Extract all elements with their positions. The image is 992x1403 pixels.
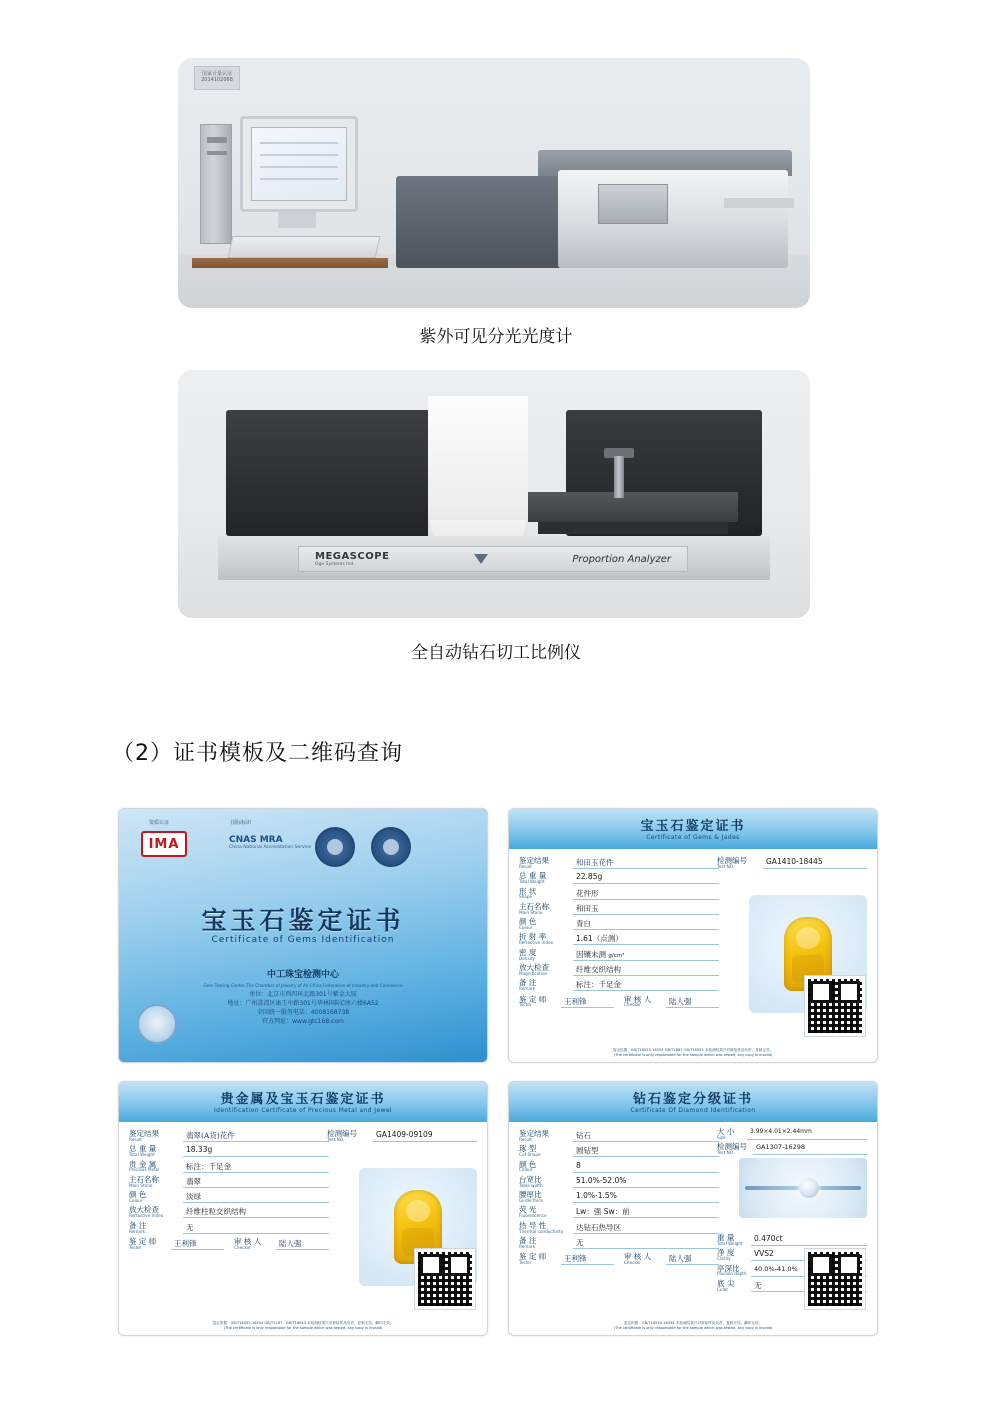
field-label-en: Table width [519, 1182, 543, 1188]
field-label [717, 1143, 753, 1155]
footnote-cn: 鉴定依据：GB/T16552-16554 GB/T1187，GB/T18043 本检测结果只对被检样品负责，复制无效。翻印无效。 [212, 1321, 394, 1326]
field-label-cn: 鉴 定 师 [519, 994, 547, 1004]
field-label [717, 1280, 751, 1292]
field-row [129, 1130, 329, 1142]
field-label-cn: 贵 金 属 [129, 1159, 157, 1169]
field-value: 陆人强 [666, 1253, 719, 1265]
field-label [519, 996, 561, 1008]
field-label-en: Checker [234, 1244, 252, 1250]
field-value: 18.33g [183, 1145, 329, 1157]
field-label-cn: 琢 型 [519, 1144, 537, 1154]
cover-hotline: 全国统一服务电话：4008168738 [256, 1009, 350, 1017]
field-value: GA1307-16298 [753, 1143, 867, 1155]
field-value: 达钻石热导区 [573, 1222, 719, 1234]
field-row [519, 888, 719, 900]
field-label-cn: 鉴定结果 [129, 1129, 159, 1138]
cover-address-2: 地址：广州荔湾区康王中路301号华林国际C座六楼6A52 [227, 999, 379, 1007]
field-label [717, 1234, 751, 1246]
certificate-footnote [519, 1048, 867, 1058]
field-label-cn: 备 注 [519, 1235, 537, 1245]
sample-compartment-hatch [598, 184, 668, 224]
monitor-stand [278, 212, 316, 228]
field-value: 标注：千足金 [573, 979, 719, 991]
field-label [519, 949, 573, 961]
field-value: 无 [573, 1237, 719, 1249]
field-label-cn: 鉴定结果 [519, 1129, 549, 1138]
field-value: 51.0%-52.0% [573, 1176, 719, 1188]
field-label-en: Checker [624, 1002, 642, 1008]
field-row [519, 872, 719, 884]
cover-title: 宝玉石鉴定证书 [201, 906, 405, 935]
field-row [519, 996, 614, 1008]
field-label-en: Colour [519, 925, 533, 930]
certificate-body [509, 849, 877, 1062]
field-value: VVS2 [751, 1249, 867, 1261]
field-value: 王利锋 [561, 1253, 614, 1265]
field-label [519, 979, 573, 991]
field-label [129, 1238, 171, 1250]
cnas-mark [229, 835, 311, 850]
model-name: Proportion Analyzer [572, 553, 671, 565]
diamond-stone-image [799, 1178, 819, 1198]
field-label-cn: 放大检查 [129, 1205, 159, 1215]
screen-line [260, 178, 338, 180]
field-label-cn: 备 注 [129, 1220, 147, 1230]
field-row [519, 1176, 719, 1188]
field-value: Lw：强 Sw：前 [573, 1206, 719, 1218]
certificate-body [509, 1122, 877, 1335]
field-value: 翡翠(A货)花件 [183, 1130, 329, 1142]
field-label [129, 1222, 183, 1234]
cover-org: 中工珠宝检测中心 [266, 970, 339, 980]
field-value-unit: g/cm³ [608, 952, 625, 959]
instrument-nameplate [724, 198, 794, 208]
field-label [519, 1222, 573, 1234]
field-label-en: Main Stone [519, 909, 543, 915]
certification-badge: 国家计量认证 2014102068 [194, 66, 240, 90]
field-row [717, 1143, 867, 1155]
brand-name: MEGASCOPE [315, 551, 390, 562]
certificate-diamond [508, 1081, 878, 1336]
field-label-cn: 总 重 量 [519, 871, 547, 881]
field-value: 标注：千足金 [183, 1161, 329, 1173]
field-label-cn: 腰厚比 [519, 1190, 542, 1200]
field-value: 和田玉花件 [573, 857, 719, 869]
field-label [717, 1265, 751, 1277]
field-label [519, 964, 573, 976]
photo-diamond-cut-proportion-analyzer [178, 370, 810, 618]
computer-tower [200, 124, 232, 244]
field-label [129, 1161, 183, 1173]
field-label-cn: 荧 光 [519, 1205, 537, 1215]
field-label [624, 996, 666, 1008]
field-row [129, 1176, 329, 1188]
certificate-footnote [129, 1321, 477, 1331]
field-label-cn: 检测编号 [327, 1129, 357, 1138]
field-label-cn: 主石名称 [129, 1174, 159, 1184]
certificate-header [509, 1082, 877, 1122]
cnas-subtext: China National Accreditation Service [229, 845, 312, 850]
cover-org-en: Gem Testing Center,The Chamber of Jewelry of All-China Federation of Industry and Commerce [203, 983, 403, 988]
field-label-cn: 净 度 [717, 1248, 735, 1258]
field-label [717, 857, 763, 869]
field-label [717, 1128, 747, 1140]
footnote-cn: 鉴定依据：GB/T16553-16554 GB/T1887 GB/T16552 本检测结果只对被检样品负责，复制无效。 [612, 1048, 774, 1053]
field-label-en: Thermal conductivity [519, 1228, 564, 1234]
label-qualification: 资质认证 [149, 820, 170, 826]
field-label-en: Precious Metal [129, 1167, 160, 1173]
field-row [519, 1145, 719, 1157]
field-value: 无 [183, 1222, 329, 1234]
monitor-screen [251, 127, 347, 201]
field-label [129, 1191, 183, 1203]
field-label [519, 1130, 573, 1142]
field-label-en: Girdle thick [519, 1198, 543, 1203]
field-value: GA1410-18445 [763, 857, 867, 869]
cnas-text: CNAS MRA [229, 835, 283, 845]
field-row [519, 857, 719, 869]
brand-block [315, 551, 389, 567]
field-label [129, 1206, 183, 1218]
field-value: 花件形 [573, 888, 719, 900]
field-label-cn: 亭深比 [717, 1263, 740, 1273]
field-label-en: Cut Shape [519, 1152, 541, 1158]
sample-stage [528, 492, 738, 522]
field-value: 纤维柱粒交织结构 [183, 1206, 329, 1218]
field-value: 1.61（点测） [573, 933, 719, 945]
field-label-en: Fluorescence [519, 1213, 547, 1219]
field-label-cn: 热 导 性 [519, 1220, 547, 1230]
field-label [519, 1145, 573, 1157]
right-field-column [717, 1128, 867, 1159]
field-label-cn: 形 状 [519, 886, 537, 896]
instrument-body-right [558, 170, 788, 268]
field-label [624, 1253, 666, 1265]
official-seal-secondary-icon [371, 827, 411, 867]
photo-uv-vis-spectrophotometer [178, 58, 810, 308]
field-label-en: Test NO. [717, 863, 735, 869]
field-value: 青白 [573, 918, 719, 930]
certificate-title-en: Certificate Of Diamond Identification [630, 1107, 756, 1114]
photo-caption-1: 紫外可见分光光度计 [419, 327, 573, 347]
field-label-cn: 审 核 人 [624, 1252, 652, 1262]
cover-address-1: 单位：北京市西四环北路301号紫金大厦 [249, 990, 357, 998]
field-row [519, 1206, 719, 1218]
field-label [519, 1237, 573, 1249]
certificate-gallery [118, 808, 878, 1348]
field-label-en: Total Weight [519, 879, 545, 885]
field-label [519, 1191, 573, 1203]
field-label [717, 1249, 751, 1261]
field-value: 圆钻型 [573, 1145, 719, 1157]
field-label-en: Total Weight [717, 1240, 743, 1246]
ma-mark: IMA [141, 831, 187, 857]
screen-line [260, 142, 338, 144]
field-value: 22.85g [573, 872, 719, 884]
field-row [519, 1253, 614, 1265]
field-row [624, 996, 719, 1008]
field-label-cn: 备 注 [519, 978, 537, 988]
field-label-en: Remark [129, 1228, 146, 1234]
field-label [519, 857, 573, 869]
footnote-en: (The certificate is only responsible for the sample which was tested, any copy is invalid) [613, 1053, 773, 1058]
field-row [717, 1128, 867, 1140]
field-label-en: Density [519, 955, 535, 961]
signature-row [519, 1253, 719, 1265]
field-row [519, 949, 719, 961]
cover-website: 官方网址：www.gtc168.com [262, 1018, 344, 1026]
field-label-en: Result [519, 863, 532, 869]
field-label-cn: 折 射 率 [519, 932, 547, 942]
field-label-en: Colour [519, 1167, 533, 1173]
field-value [573, 949, 719, 961]
crt-monitor [240, 116, 358, 212]
field-label-en: Pavilion depth [717, 1271, 747, 1277]
field-label-en: Result [519, 1136, 532, 1142]
field-value-text: 因镶未测 [576, 949, 606, 959]
field-row [129, 1222, 329, 1234]
field-label-cn: 密 度 [519, 947, 537, 957]
field-label [519, 1253, 561, 1265]
certificate-cover [118, 808, 488, 1063]
field-row-test-no [327, 1130, 477, 1142]
field-row [519, 918, 719, 930]
field-label-en: Test NO. [327, 1136, 345, 1142]
field-row [519, 903, 719, 915]
qr-code[interactable] [805, 976, 865, 1036]
field-label-en: Tester [129, 1244, 142, 1250]
field-label [327, 1130, 373, 1142]
field-row [519, 1191, 719, 1203]
field-label [519, 1206, 573, 1218]
field-value: 无 [751, 1280, 867, 1292]
keyboard [228, 236, 381, 258]
diamond-icon [474, 554, 488, 564]
field-label [519, 933, 573, 945]
certificate-footnote [519, 1321, 867, 1331]
certificate-title: 贵金属及宝玉石鉴定证书 [220, 1092, 386, 1107]
certificate-body [119, 1122, 487, 1335]
field-value: 陆人强 [276, 1238, 329, 1250]
field-label-en: Clarity [717, 1256, 731, 1262]
field-label-en: Culet [717, 1286, 728, 1292]
field-label-en: Test NO. [717, 1150, 735, 1156]
field-value: 0.470ct [751, 1234, 867, 1246]
section-heading: （2）证书模板及二维码查询 [112, 741, 403, 766]
field-label-en: Refractive Index [519, 940, 554, 946]
sample-stage-rail [538, 522, 728, 534]
field-label-en: Total Weight [129, 1152, 155, 1158]
field-label-cn: 台宽比 [519, 1174, 542, 1184]
field-label-cn: 颜 色 [519, 1159, 537, 1169]
field-row [519, 1130, 719, 1142]
field-value: 3.99×4.01×2.44mm [747, 1128, 867, 1140]
field-row [717, 1234, 867, 1246]
field-row [519, 1222, 719, 1234]
field-row [519, 1237, 719, 1249]
field-label [129, 1130, 183, 1142]
diamond-specimen-photo [739, 1158, 867, 1218]
field-label-cn: 颜 色 [129, 1190, 147, 1200]
label-international: 国际标识 [231, 820, 252, 826]
footnote-cn: 鉴定依据：GB/T16553-16554 本检测结果只对被检样品负责，复制无效。翻印无效。 [623, 1321, 763, 1326]
field-label [519, 1161, 573, 1173]
field-label-cn: 颜 色 [519, 917, 537, 927]
field-label-en: Size [717, 1134, 726, 1140]
field-row [129, 1238, 224, 1250]
field-label-en: Remark [519, 986, 536, 992]
field-label-cn: 审 核 人 [234, 1236, 262, 1246]
field-value: 40.0%-41.0% [751, 1265, 867, 1277]
field-value: 王利锋 [171, 1238, 224, 1250]
official-seal-icon [315, 827, 355, 867]
field-label-cn: 总 重 量 [129, 1144, 157, 1154]
field-label-en: Tester [519, 1260, 532, 1266]
field-label [519, 872, 573, 884]
screen-line [260, 154, 338, 156]
field-label-cn: 检测编号 [717, 856, 747, 865]
certificate-title: 宝玉石鉴定证书 [640, 819, 746, 834]
field-value: 淡绿 [183, 1191, 329, 1203]
signature-row [129, 1238, 329, 1250]
field-label-en: Refractive Index [129, 1213, 164, 1219]
drive-slot [207, 137, 227, 143]
field-label-en: Magnification [519, 970, 548, 976]
field-value: 8 [573, 1161, 719, 1173]
field-value: 陆人强 [666, 996, 719, 1008]
field-label [519, 1176, 573, 1188]
field-row [129, 1161, 329, 1173]
field-label-cn: 鉴 定 师 [519, 1252, 547, 1262]
certificate-header [119, 1082, 487, 1122]
field-label-en: Result [129, 1136, 142, 1142]
certificate-title-en: Certificate of Gems & Jades [646, 834, 740, 841]
field-label [519, 903, 573, 915]
field-row [129, 1191, 329, 1203]
field-row-test-no [717, 857, 867, 869]
photo-caption-2: 全自动钻石切工比例仪 [411, 643, 581, 663]
certificate-title: 钻石鉴定分级证书 [632, 1092, 753, 1107]
field-label-cn: 主石名称 [519, 901, 549, 911]
field-row [519, 933, 719, 945]
footnote-en: (The certificate is only responsible for the sample which was tested, any copy is invalid) [613, 1326, 773, 1331]
signature-row [519, 996, 719, 1008]
field-value: GA1409-09109 [373, 1130, 477, 1142]
analyzer-left-housing [226, 410, 446, 536]
sample-holder-post [614, 456, 624, 498]
field-label-en: Checker [624, 1260, 642, 1266]
certificate-precious-metal [118, 1081, 488, 1336]
field-value: 1.0%-1.5% [573, 1191, 719, 1203]
drive-slot-secondary [207, 151, 227, 155]
field-label-cn: 鉴定结果 [519, 856, 549, 865]
qr-code[interactable] [415, 1249, 475, 1309]
field-label-en: Shape [519, 894, 533, 900]
field-label-en: Colour [129, 1198, 143, 1203]
analyzer-nameplate [298, 546, 688, 572]
desk-edge [192, 258, 388, 268]
certificate-gems-jades [508, 808, 878, 1063]
field-label [519, 888, 573, 900]
brand-subtitle: Oge Systems Ind. [315, 562, 355, 567]
field-label-en: Main Stone [129, 1182, 153, 1188]
field-label-cn: 重 量 [717, 1233, 735, 1242]
field-value: 钻石 [573, 1130, 719, 1142]
qr-code[interactable] [805, 1249, 865, 1309]
field-row [129, 1206, 329, 1218]
field-label [519, 918, 573, 930]
field-row [129, 1145, 329, 1157]
screen-line [260, 166, 338, 168]
field-label [129, 1176, 183, 1188]
field-label-en: Tester [519, 1002, 532, 1008]
field-row [624, 1253, 719, 1265]
field-label-cn: 检测编号 [717, 1142, 747, 1152]
cover-subtitle: Certificate of Gems Identification [211, 935, 395, 945]
field-value: 王利锋 [561, 996, 614, 1008]
instrument-body-left [396, 176, 562, 268]
footnote-en: (The certificate is only responsible for the sample which was tested, any copy is invalid) [223, 1326, 383, 1331]
field-row [234, 1238, 329, 1250]
field-label [129, 1145, 183, 1157]
field-label-cn: 审 核 人 [624, 994, 652, 1004]
field-row [519, 1161, 719, 1173]
field-value: 纤维交织结构 [573, 964, 719, 976]
field-label-cn: 鉴 定 师 [129, 1236, 157, 1246]
field-label-cn: 大 小 [717, 1127, 735, 1136]
field-value: 和田玉 [573, 903, 719, 915]
field-row [519, 979, 719, 991]
field-label-cn: 底 尖 [717, 1278, 735, 1288]
field-label [234, 1238, 276, 1250]
certificate-header [509, 809, 877, 849]
field-label-cn: 放大检查 [519, 962, 549, 972]
field-value: 翡翠 [183, 1176, 329, 1188]
certificate-title-en: Identification Certificate of Precious Metal and Jewel [213, 1107, 393, 1114]
cover-emblem-icon [137, 1004, 177, 1044]
field-label-en: Remark [519, 1243, 536, 1249]
field-row [519, 964, 719, 976]
